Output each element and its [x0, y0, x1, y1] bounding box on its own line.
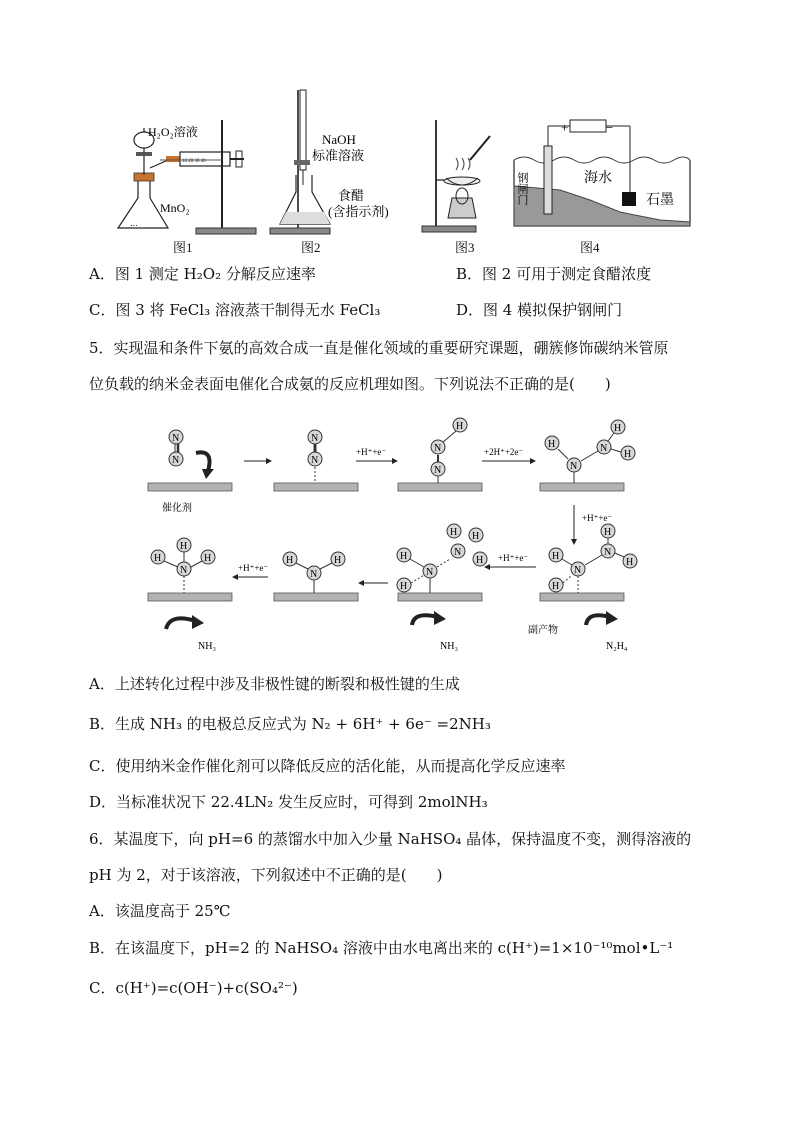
svg-text:H: H — [614, 423, 622, 434]
svg-text:H: H — [626, 557, 634, 568]
fig3-caption: 图3 — [455, 240, 475, 255]
figure-3-apparatus — [422, 120, 490, 232]
fig4-label-sea: 海水 — [584, 171, 612, 186]
fig1-label-h2o2: H₂O₂溶液 — [148, 125, 198, 139]
q6-stem-line2: pH 为 2，对于该溶液，下列叙述中不正确的是( ) — [89, 866, 443, 884]
figure-4-apparatus — [514, 120, 690, 226]
q6-stem-line1: 6．某温度下，向 pH=6 的蒸馏水中加入少量 NaHSO₄ 晶体，保持温度不变，测得溶液的 — [89, 830, 692, 848]
svg-text:H: H — [450, 527, 458, 538]
svg-text:H: H — [286, 555, 294, 566]
svg-text:H: H — [334, 555, 342, 566]
svg-text:N: N — [434, 465, 442, 476]
apparatus-figures — [0, 0, 794, 260]
svg-text:N: N — [180, 565, 188, 576]
svg-text:N: N — [574, 565, 582, 576]
svg-text:N: N — [311, 433, 319, 444]
step-label-1: +H⁺+e⁻ — [356, 447, 387, 457]
svg-text:H: H — [548, 439, 556, 450]
svg-text:⋯: ⋯ — [130, 221, 138, 230]
q6-option-b: B．在该温度下，pH=2 的 NaHSO₄ 溶液中由水电离出来的 c(H⁺)=1×10⁻¹⁰mol•L⁻¹ — [89, 939, 674, 957]
fig2-label-naoh: NaOH — [322, 132, 356, 147]
fig2-label-standard: 标准溶液 — [312, 148, 365, 163]
svg-text:H: H — [604, 527, 612, 538]
svg-text:10 20 30 40: 10 20 30 40 — [182, 159, 206, 164]
svg-text:H: H — [456, 421, 464, 432]
svg-text:H: H — [400, 581, 408, 592]
svg-text:N: N — [172, 433, 180, 444]
svg-text:N: N — [600, 443, 608, 454]
fig1-caption: 图1 — [173, 240, 193, 255]
svg-text:H: H — [476, 555, 484, 566]
svg-text:H: H — [154, 553, 162, 564]
fig4-caption: 图4 — [580, 240, 600, 255]
svg-text:H: H — [552, 581, 560, 592]
svg-text:H: H — [180, 541, 188, 552]
fig4-label-graphite: 石墨 — [646, 193, 674, 208]
byproduct-label: 副产物 — [528, 625, 558, 636]
svg-text:H: H — [552, 551, 560, 562]
svg-text:N: N — [570, 461, 578, 472]
step-label-5: +H⁺+e⁻ — [238, 563, 269, 573]
mechanism-diagram — [0, 405, 794, 665]
fig2-label-vinegar: 食醋 — [338, 188, 365, 203]
fig2-label-indicator: (含指示剂) — [328, 204, 389, 219]
svg-text:N: N — [310, 569, 318, 580]
svg-text:N: N — [311, 455, 319, 466]
figure-2-apparatus — [270, 90, 389, 234]
svg-text:N: N — [426, 567, 434, 578]
svg-text:H: H — [204, 553, 212, 564]
step-label-4: +H⁺+e⁻ — [498, 553, 529, 563]
q5-stem-line1: 5．实现温和条件下氨的高效合成一直是催化领域的重要研究课题，硼簇修饰碳纳米管原 — [89, 339, 669, 357]
fig2-caption: 图2 — [301, 240, 321, 255]
q6-option-a: A．该温度高于 25℃ — [89, 902, 231, 920]
svg-text:N: N — [454, 547, 462, 558]
svg-text:N: N — [434, 443, 442, 454]
step-label-2: +2H⁺+2e⁻ — [484, 447, 524, 457]
nh3-label-1: NH₃ — [198, 641, 216, 652]
q5-option-d: D．当标准状况下 22.4LN₂ 发生反应时，可得到 2molNH₃ — [89, 793, 488, 811]
fig4-label-gate: 钢闸门 — [516, 172, 528, 205]
svg-text:N: N — [172, 455, 180, 466]
step-label-3: +H⁺+e⁻ — [582, 513, 613, 523]
svg-text:H: H — [472, 531, 480, 542]
fig1-label-mno2: MnO₂ — [160, 201, 190, 215]
fig4-plus: + — [561, 120, 569, 135]
q4-option-a: A．图 1 测定 H₂O₂ 分解反应速率 — [89, 265, 316, 283]
q6-option-c: C．c(H⁺)=c(OH⁻)+c(SO₄²⁻) — [89, 979, 298, 997]
svg-text:N: N — [604, 547, 612, 558]
svg-text:H: H — [400, 551, 408, 562]
q5-option-b: B．生成 NH₃ 的电极总反应式为 N₂ + 6H⁺ + 6e⁻ =2NH₃ — [89, 715, 491, 733]
fig4-minus: − — [606, 120, 614, 135]
q4-option-d: D．图 4 模拟保护钢闸门 — [456, 301, 623, 319]
n2h4-label: N₂H₄ — [606, 641, 628, 652]
q5-option-a: A．上述转化过程中涉及非极性键的断裂和极性键的生成 — [89, 675, 460, 693]
catalyst-label: 催化剂 — [162, 503, 192, 514]
q5-stem-line2: 位负载的纳米金表面电催化合成氨的反应机理如图。下列说法不正确的是( ) — [89, 375, 611, 393]
figure-1-apparatus — [118, 120, 256, 234]
nh3-label-2: NH₃ — [440, 641, 458, 652]
q5-option-c: C．使用纳米金作催化剂可以降低反应的活化能，从而提高化学反应速率 — [89, 757, 566, 775]
q4-option-b: B．图 2 可用于测定食醋浓度 — [456, 265, 652, 283]
svg-text:H: H — [624, 449, 632, 460]
q4-option-c: C．图 3 将 FeCl₃ 溶液蒸干制得无水 FeCl₃ — [89, 301, 381, 319]
